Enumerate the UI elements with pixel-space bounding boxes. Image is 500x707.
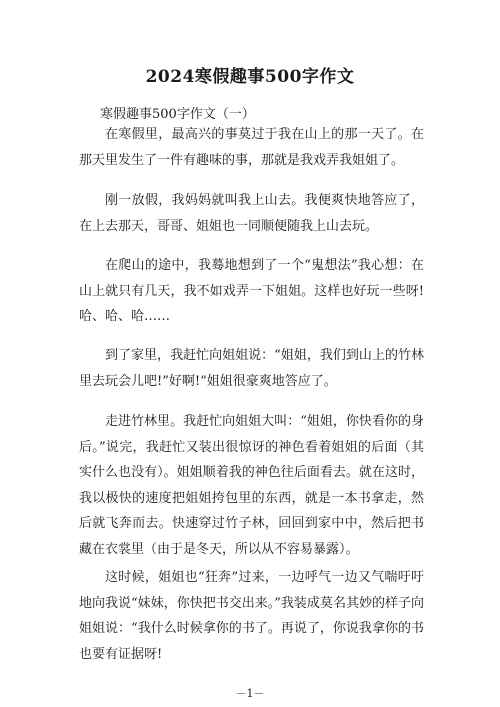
paragraph-4: 到了家里，我赶忙向姐姐说：“姐姐，我们到山上的竹林里去玩会儿吧!”好啊!“姐姐很豪爽地答应了。 [79, 348, 424, 389]
paragraph-2: 刚一放假，我妈妈就叫我上山去。我便爽快地答应了，在上去那天，哥哥、姐姐也一同顺便随我上山去玩。 [79, 193, 424, 234]
document-title: 2024寒假趣事500字作文 [145, 67, 355, 87]
page-number: －1－ [235, 687, 265, 700]
paragraph-5: 走进竹林里。我赶忙向姐姐大叫：“姐姐，你快看你的身后。”说完，我赶忙又装出很惊讶的神色看着姐姐的后面（其实什么也没有）。姐姐顺着我的神色往后面看去。就在这时，我以极快的速度把姐姐挎包里的东西，就是一本书拿走，然后就飞奔而去。快速穿过竹子林，回回到家中中，然后把书藏在衣裳里（由于是冬天，所以从不容易暴露）。 [79, 414, 424, 557]
section-subtitle: 寒假趣事500字作文（一） [100, 107, 255, 122]
paragraph-3: 在爬山的途中，我蓦地想到了一个“鬼想法”我心想：在山上就只有几天，我不如戏弄一下姐姐。这样也好玩一些呀!哈、哈、哈…… [79, 258, 424, 325]
paragraph-1: 在寒假里，最高兴的事莫过于我在山上的那一天了。在那天里发生了一件有趣味的事，那就是我戏弄我姐姐了。 [79, 127, 424, 168]
paragraph-6: 这时候，姐姐也“狂奔”过来，一边呼气一边又气喘吁吁地向我说“妹妹，你快把书交出来。”我装成莫名其妙的样子向姐姐说：“我什么时候拿你的书了。再说了，你说我拿你的书也要有证据呀! [79, 570, 424, 662]
